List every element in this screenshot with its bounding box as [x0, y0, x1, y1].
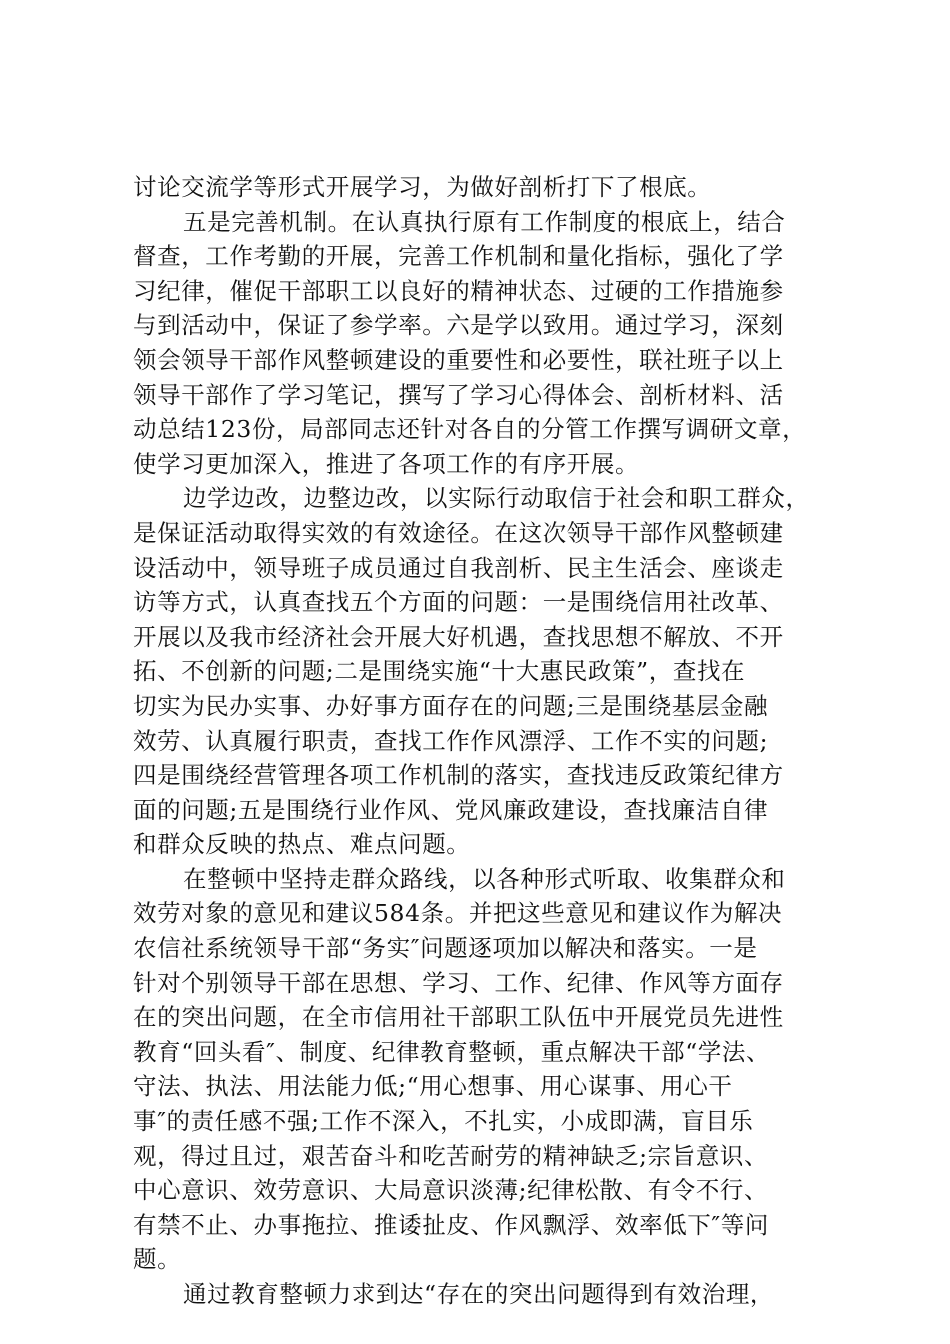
text-line: 在的突出问题，在全市信用社干部职工队伍中开展党员先进性 [133, 1003, 784, 1032]
text-line: 习纪律，催促干部职工以良好的精神状态、过硬的工作措施参 [133, 276, 784, 305]
text-line: 五是完善机制。在认真执行原有工作制度的根底上，结合 [183, 207, 786, 236]
text-line: 领会领导干部作风整顿建设的重要性和必要性，联社班子以上 [133, 345, 784, 374]
text-line: 动总结123份，局部同志还针对各自的分管工作撰写调研文章， [133, 415, 807, 444]
text-line: 中心意识、效劳意识、大局意识淡薄;纪律松散、有令不行、 [133, 1176, 769, 1205]
text-line: 守法、执法、用法能力低;“用心想事、用心谋事、用心干 [133, 1072, 733, 1101]
text-line: 四是围绕经营管理各项工作机制的落实，查找违反政策纪律方 [133, 761, 784, 790]
text-line: 和群众反映的热点、难点问题。 [133, 830, 471, 859]
text-line: 事″的责任感不强;工作不深入，不扎实，小成即满，盲目乐 [133, 1107, 754, 1136]
text-line: 效劳对象的意见和建议584条。并把这些意见和建议作为解决 [133, 899, 783, 928]
text-line: 观，得过且过，艰苦奋斗和吃苦耐劳的精神缺乏;宗旨意识、 [133, 1141, 769, 1170]
text-line: 边学边改，边整边改，以实际行动取信于社会和职工群众， [183, 484, 810, 513]
text-line: 开展以及我市经济社会开展大好机遇，查找思想不解放、不开 [133, 622, 784, 651]
text-line: 通过教育整顿力求到达“存在的突出问题得到有效治理， [183, 1280, 775, 1308]
text-line: 题。 [133, 1245, 182, 1274]
text-line: 切实为民办实事、办好事方面存在的问题;三是围绕基层金融 [133, 691, 769, 720]
text-line: 使学习更加深入，推进了各项工作的有序开展。 [133, 449, 640, 478]
text-line: 讨论交流学等形式开展学习，为做好剖析打下了根底。 [133, 173, 712, 201]
text-line: 教育“回头看″、制度、纪律教育整顿，重点解决干部“学法、 [133, 1037, 771, 1066]
text-line: 领导干部作了学习笔记，撰写了学习心得体会、剖析材料、活 [133, 380, 784, 409]
text-line: 针对个别领导干部在思想、学习、工作、纪律、作风等方面存 [133, 968, 784, 997]
text-line: 农信社系统领导干部“务实″问题逐项加以解决和落实。一是 [133, 934, 758, 963]
text-line: 效劳、认真履行职责，查找工作作风漂浮、工作不实的问题; [133, 726, 769, 755]
text-line: 设活动中，领导班子成员通过自我剖析、民主生活会、座谈走 [133, 553, 784, 582]
text-line: 面的问题;五是围绕行业作风、党风廉政建设，查找廉洁自律 [133, 795, 769, 824]
text-line: 是保证活动取得实效的有效途径。在这次领导干部作风整顿建 [133, 518, 784, 547]
text-line: 督查，工作考勤的开展，完善工作机制和量化指标，强化了学 [133, 242, 784, 271]
document-body [133, 170, 833, 1312]
text-line: 在整顿中坚持走群众路线，以各种形式听取、收集群众和 [183, 864, 786, 893]
text-line: 访等方式，认真查找五个方面的问题：一是围绕信用社改革、 [133, 588, 784, 617]
text-line: 有禁不止、办事拖拉、推诿扯皮、作风飘浮、效率低下″等问 [133, 1210, 769, 1239]
text-line: 拓、不创新的问题;二是围绕实施“十大惠民政策”，查找在 [133, 657, 746, 686]
text-line: 与到活动中，保证了参学率。六是学以致用。通过学习，深刻 [133, 311, 784, 340]
